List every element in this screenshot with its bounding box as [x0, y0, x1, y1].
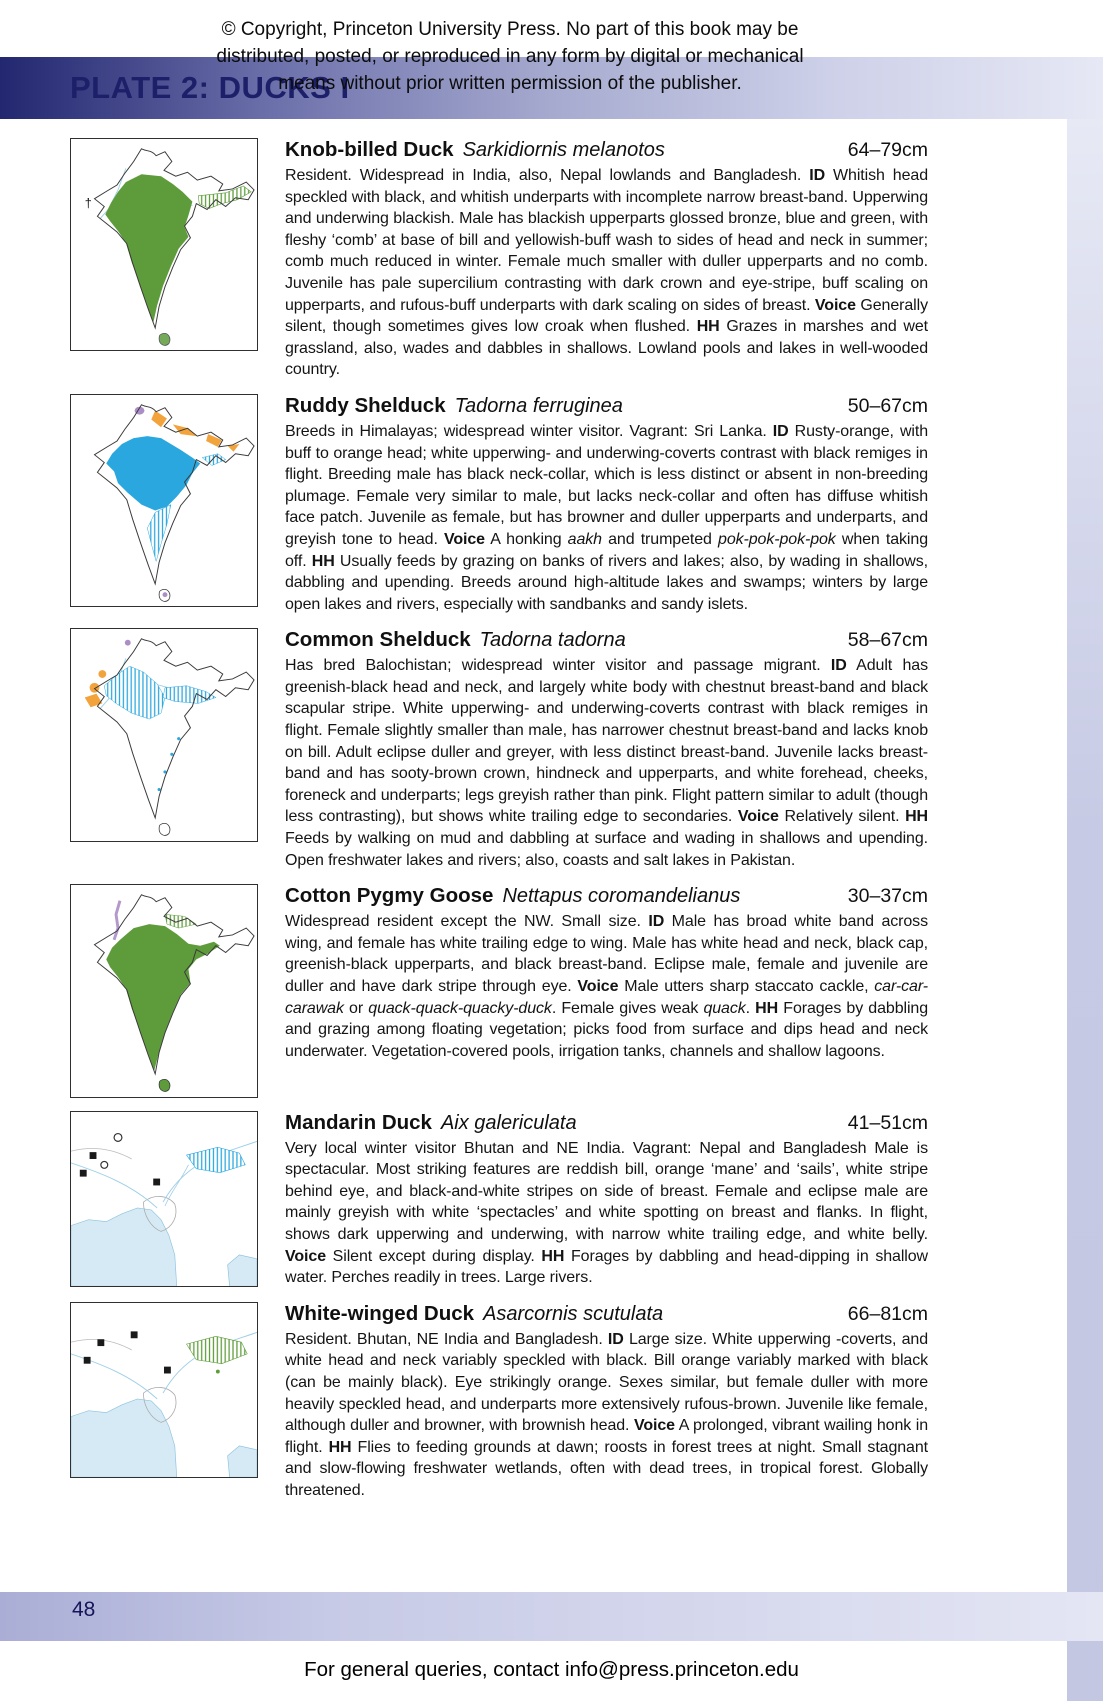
- distribution-map-cotton-pygmy-goose: [70, 884, 258, 1097]
- plate-title: PLATE 2: DUCKS I: [70, 70, 350, 105]
- species-account-text: Widespread resident except the NW. Small size. ID Male has broad white band across wing, and female has white trailing edge to wing. Male has white head and neck, black cap, greenish-black upperparts, and black breast-band. Eclipse male, female and juvenile are duller and have dark stripe through eye. Voice Male utters sharp staccato cackle, car-car-carawak or quack-quack-quacky-duck. Female gives weak quack. HH Forages by dabbling and grazing among floating vegetation; picks food from surface and dips head and neck underwater. Vegetation-covered pools, irrigation tanks, channels and shallow lagoons.: [285, 913, 928, 1060]
- species-common-name: Common Shelduck: [285, 628, 471, 652]
- species-common-name: White-winged Duck: [285, 1301, 475, 1325]
- species-size: 66–81cm: [847, 1302, 928, 1325]
- copyright-line: © Copyright, Princeton University Press. No part of this book may be: [221, 19, 799, 40]
- species-size: 41–51cm: [847, 1111, 928, 1134]
- species-heading: [285, 394, 928, 418]
- species-entry: [70, 628, 928, 871]
- species-common-name: Mandarin Duck: [285, 1110, 432, 1134]
- species-entry: [70, 1302, 928, 1502]
- species-size: 58–67cm: [847, 629, 928, 652]
- footer-band: [0, 1592, 1103, 1641]
- copyright-notice: [160, 16, 860, 97]
- distribution-map-white-winged-duck: [70, 1302, 258, 1478]
- species-scientific-name: Asarcornis scutulata: [483, 1302, 664, 1325]
- species-account-text: Very local winter visitor Bhutan and NE India. Vagrant: Nepal and Bangladesh Male is spectacular. Most striking features are reddish bill, orange ‘mane’ and ‘sails’, white stripe behind eye, and black-and-white stripes on side of breast. Female and eclipse male are mainly greyish with white ‘spectacles’ and white spotting on breast and flanks. In flight, shows dark upperwing and underwing, with narrow white trailing edge, and white belly. Voice Silent except during display. HH Forages by dabbling and head-dipping in shallow water. Perches readily in trees. Large rivers.: [285, 1139, 928, 1287]
- species-scientific-name: Nettapus coromandelianus: [502, 885, 741, 908]
- species-size: 64–79cm: [847, 139, 928, 161]
- species-account-text: Resident. Widespread in India, also, Nepal lowlands and Bangladesh. ID Whitish head speckled with black, and whitish underparts with incomplete narrow breast-band. Upperwing and underwing blackish. Male has blackish upperparts glossed bronze, blue and green, with fleshy ‘comb’ at base of bill and yellowish-buff wash to sides of head and neck in summer; comb much reduced in winter. Female much smaller with duller upperparts and no comb. Juvenile has pale supercilium contrasting with dark crown and eye-stripe, buff scaling on upperparts, and rufous-buff underparts with dark scaling on sides of breast. Voice Generally silent, though sometimes gives low croak when flushed. HH Grazes in marshes and wet grassland, also, wades and dabbles in shallows. Lowland pools and lakes in well-wooded country.: [285, 167, 928, 379]
- species-common-name: Ruddy Shelduck: [285, 393, 446, 417]
- species-size: 50–67cm: [847, 394, 928, 417]
- species-common-name: Knob-billed Duck: [285, 138, 454, 161]
- copyright-line: distributed, posted, or reproduced in any form by digital or mechanical: [216, 46, 804, 67]
- species-entry: [70, 884, 928, 1097]
- species-scientific-name: Aix galericulata: [440, 1111, 577, 1134]
- distribution-map-ruddy-shelduck: [70, 394, 258, 607]
- species-scientific-name: Tadorna ferruginea: [454, 394, 623, 417]
- distribution-map-common-shelduck: [70, 628, 258, 841]
- species-size: 30–37cm: [847, 885, 928, 908]
- species-account-text: Breeds in Himalayas; widespread winter visitor. Vagrant: Sri Lanka. ID Rusty-orange, with buff to orange head; white upperwing- and underwing-coverts contrast with black remiges in flight. Breeding male has black neck-collar, which is less distinct or absent in non-breeding plumage. Female very similar to male, but lacks neck-collar and often has diffuse whitish face patch. Juvenile as female, but has browner and duller upperparts and underparts, and greyish tone to head. Voice A honking aakh and trumpeted pok-pok-pok-pok when taking off. HH Usually feeds by grazing on banks of rivers and lakes; also, by wading in shallows, dabbling and upending. Breeds around high-altitude lakes and swamps; winters by large open lakes and rivers, especially with sandbanks and sandy islets.: [285, 422, 929, 613]
- species-entry: [70, 394, 928, 615]
- distribution-map-knob-billed-duck: [70, 138, 258, 351]
- species-entry: [70, 138, 928, 381]
- species-heading: [285, 138, 928, 162]
- distribution-map-mandarin-duck: [70, 1111, 258, 1287]
- species-scientific-name: Tadorna tadorna: [479, 629, 626, 652]
- species-heading: [285, 884, 928, 908]
- page-edge-band: [1067, 119, 1103, 1701]
- species-scientific-name: Sarkidiornis melanotos: [462, 139, 665, 161]
- species-heading: [285, 1111, 928, 1135]
- species-common-name: Cotton Pygmy Goose: [285, 884, 494, 908]
- footer-contact: For general queries, contact info@press.princeton.edu: [304, 1658, 799, 1681]
- copyright-line: means without prior written permission of the publisher.: [278, 73, 742, 94]
- page-number: 48: [72, 1598, 96, 1621]
- species-heading: [285, 1302, 928, 1326]
- species-account-text: Resident. Bhutan, NE India and Bangladesh. ID Large size. White upperwing -coverts, and white head and neck variably speckled with black. Bill orange variably marked with black (can be mainly black). Eye strikingly orange. Sexes similar, but female duller with more heavily speckled head, and underparts more extensively rufous-brown. Juvenile like female, although duller and browner, with brownish head. Voice A prolonged, vibrant wailing honk in flight. HH Flies to feeding grounds at dawn; roosts in forest trees at night. Small stagnant and slow-flowing freshwater wetlands, often with dead trees, in tropical forest. Globally threatened.: [285, 1330, 929, 1499]
- species-accounts: [70, 138, 928, 1515]
- species-account-text: Has bred Balochistan; widespread winter visitor and passage migrant. ID Adult has greenish-black head and neck, and largely white body with chestnut breast-band and black scapular stripe. White upperwing- and underwing-coverts contrast with black remiges in flight. Female slightly smaller than male, has narrower chestnut breast-band and lacks knob on bill. Adult eclipse duller and greyer, with less distinct breast-band. Juvenile lacks breast-band and has sooty-brown crown, hindneck and upperparts, and white forehead, cheeks, foreneck and underparts; legs greyish rather than pink. Flight pattern similar to adult (though less contrasting), but shows white trailing edge to secondaries. Voice Relatively silent. HH Feeds by walking on mud and dabbling at surface and wading in shallows and upending. Open freshwater lakes and rivers; also, coasts and salt lakes in Pakistan.: [285, 657, 928, 869]
- extinct-dagger-marker: †: [84, 195, 92, 211]
- species-entry: [70, 1111, 928, 1289]
- species-heading: [285, 628, 928, 652]
